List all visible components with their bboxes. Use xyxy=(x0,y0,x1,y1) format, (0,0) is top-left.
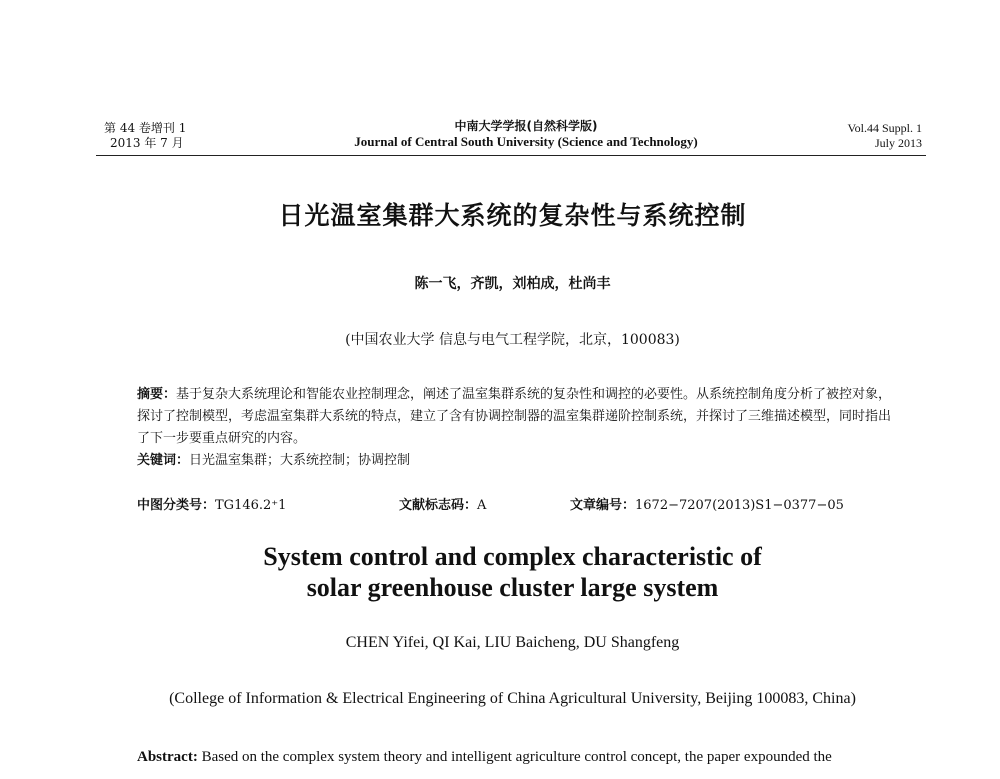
authors-cn: 陈一飞，齐凯，刘柏成，杜尚丰 xyxy=(414,276,611,292)
paper-title-en xyxy=(0,541,1000,603)
abstract-cn-text: 基于复杂大系统理论和智能农业控制理念，阐述了温室集群系统的复杂性和调控的必要性。从系统控制角度分析了被控对象，探讨了控制模型，考虑温室集群大系统的特点，建立了含有协调控制器的温室集群递阶控制系统，并探讨了三维描述模型，同时指出了下一步要重点研究的内容。 xyxy=(137,387,892,446)
date-cn: 2013 年 7 月 xyxy=(110,136,184,150)
abstract-cn-label: 摘要： xyxy=(137,387,177,402)
abstract-cn xyxy=(137,384,897,472)
article-number-label: 文章编号： xyxy=(570,498,636,513)
affiliation-cn: (中国农业大学 信息与电气工程学院，北京，100083) xyxy=(345,332,680,348)
keywords-cn-label: 关键词： xyxy=(137,453,190,468)
abstract-en-text: Based on the complex system theory and intelligent agriculture control concept, the paper expounded the xyxy=(201,749,832,765)
document-code-label: 文献标志码： xyxy=(399,498,478,513)
abstract-en-label: Abstract: xyxy=(137,749,198,765)
journal-name-cn: 中南大学学报(自然科学版) xyxy=(454,119,598,133)
abstract-cn-paragraph xyxy=(137,384,897,450)
header-volume-en xyxy=(820,121,922,151)
authors-en: CHEN Yifei, QI Kai, LIU Baicheng, DU Shangfeng xyxy=(345,634,680,651)
title-en-line-1: System control and complex characteristic of xyxy=(263,542,762,571)
keywords-cn-text: 日光温室集群；大系统控制；协调控制 xyxy=(189,453,411,468)
paper-title-cn: 日光温室集群大系统的复杂性与系统控制 xyxy=(278,201,747,230)
clc-value: TG146.2⁺1 xyxy=(215,498,287,513)
journal-name-en: Journal of Central South University (Science and Technology) xyxy=(354,134,698,149)
volume-cn: 第 44 卷增刊 1 xyxy=(104,121,187,135)
header-volume-info xyxy=(104,121,186,151)
clc-number xyxy=(137,494,286,513)
document-code xyxy=(399,494,486,513)
clc-label: 中图分类号： xyxy=(137,498,216,513)
abstract-en xyxy=(137,744,897,770)
keywords-cn xyxy=(137,450,897,472)
date-en: July 2013 xyxy=(874,136,922,150)
document-code-value: A xyxy=(477,498,487,513)
article-number-value: 1672−7207(2013)S1−0377−05 xyxy=(635,498,844,513)
volume-en: Vol.44 Suppl. 1 xyxy=(847,121,922,135)
affiliation-en: (College of Information & Electrical Engineering of China Agricultural University, Beijing 100083, China) xyxy=(169,690,856,707)
header-divider xyxy=(96,155,926,156)
header-journal xyxy=(300,119,752,149)
article-number xyxy=(570,494,844,513)
title-en-line-2: solar greenhouse cluster large system xyxy=(306,573,719,602)
